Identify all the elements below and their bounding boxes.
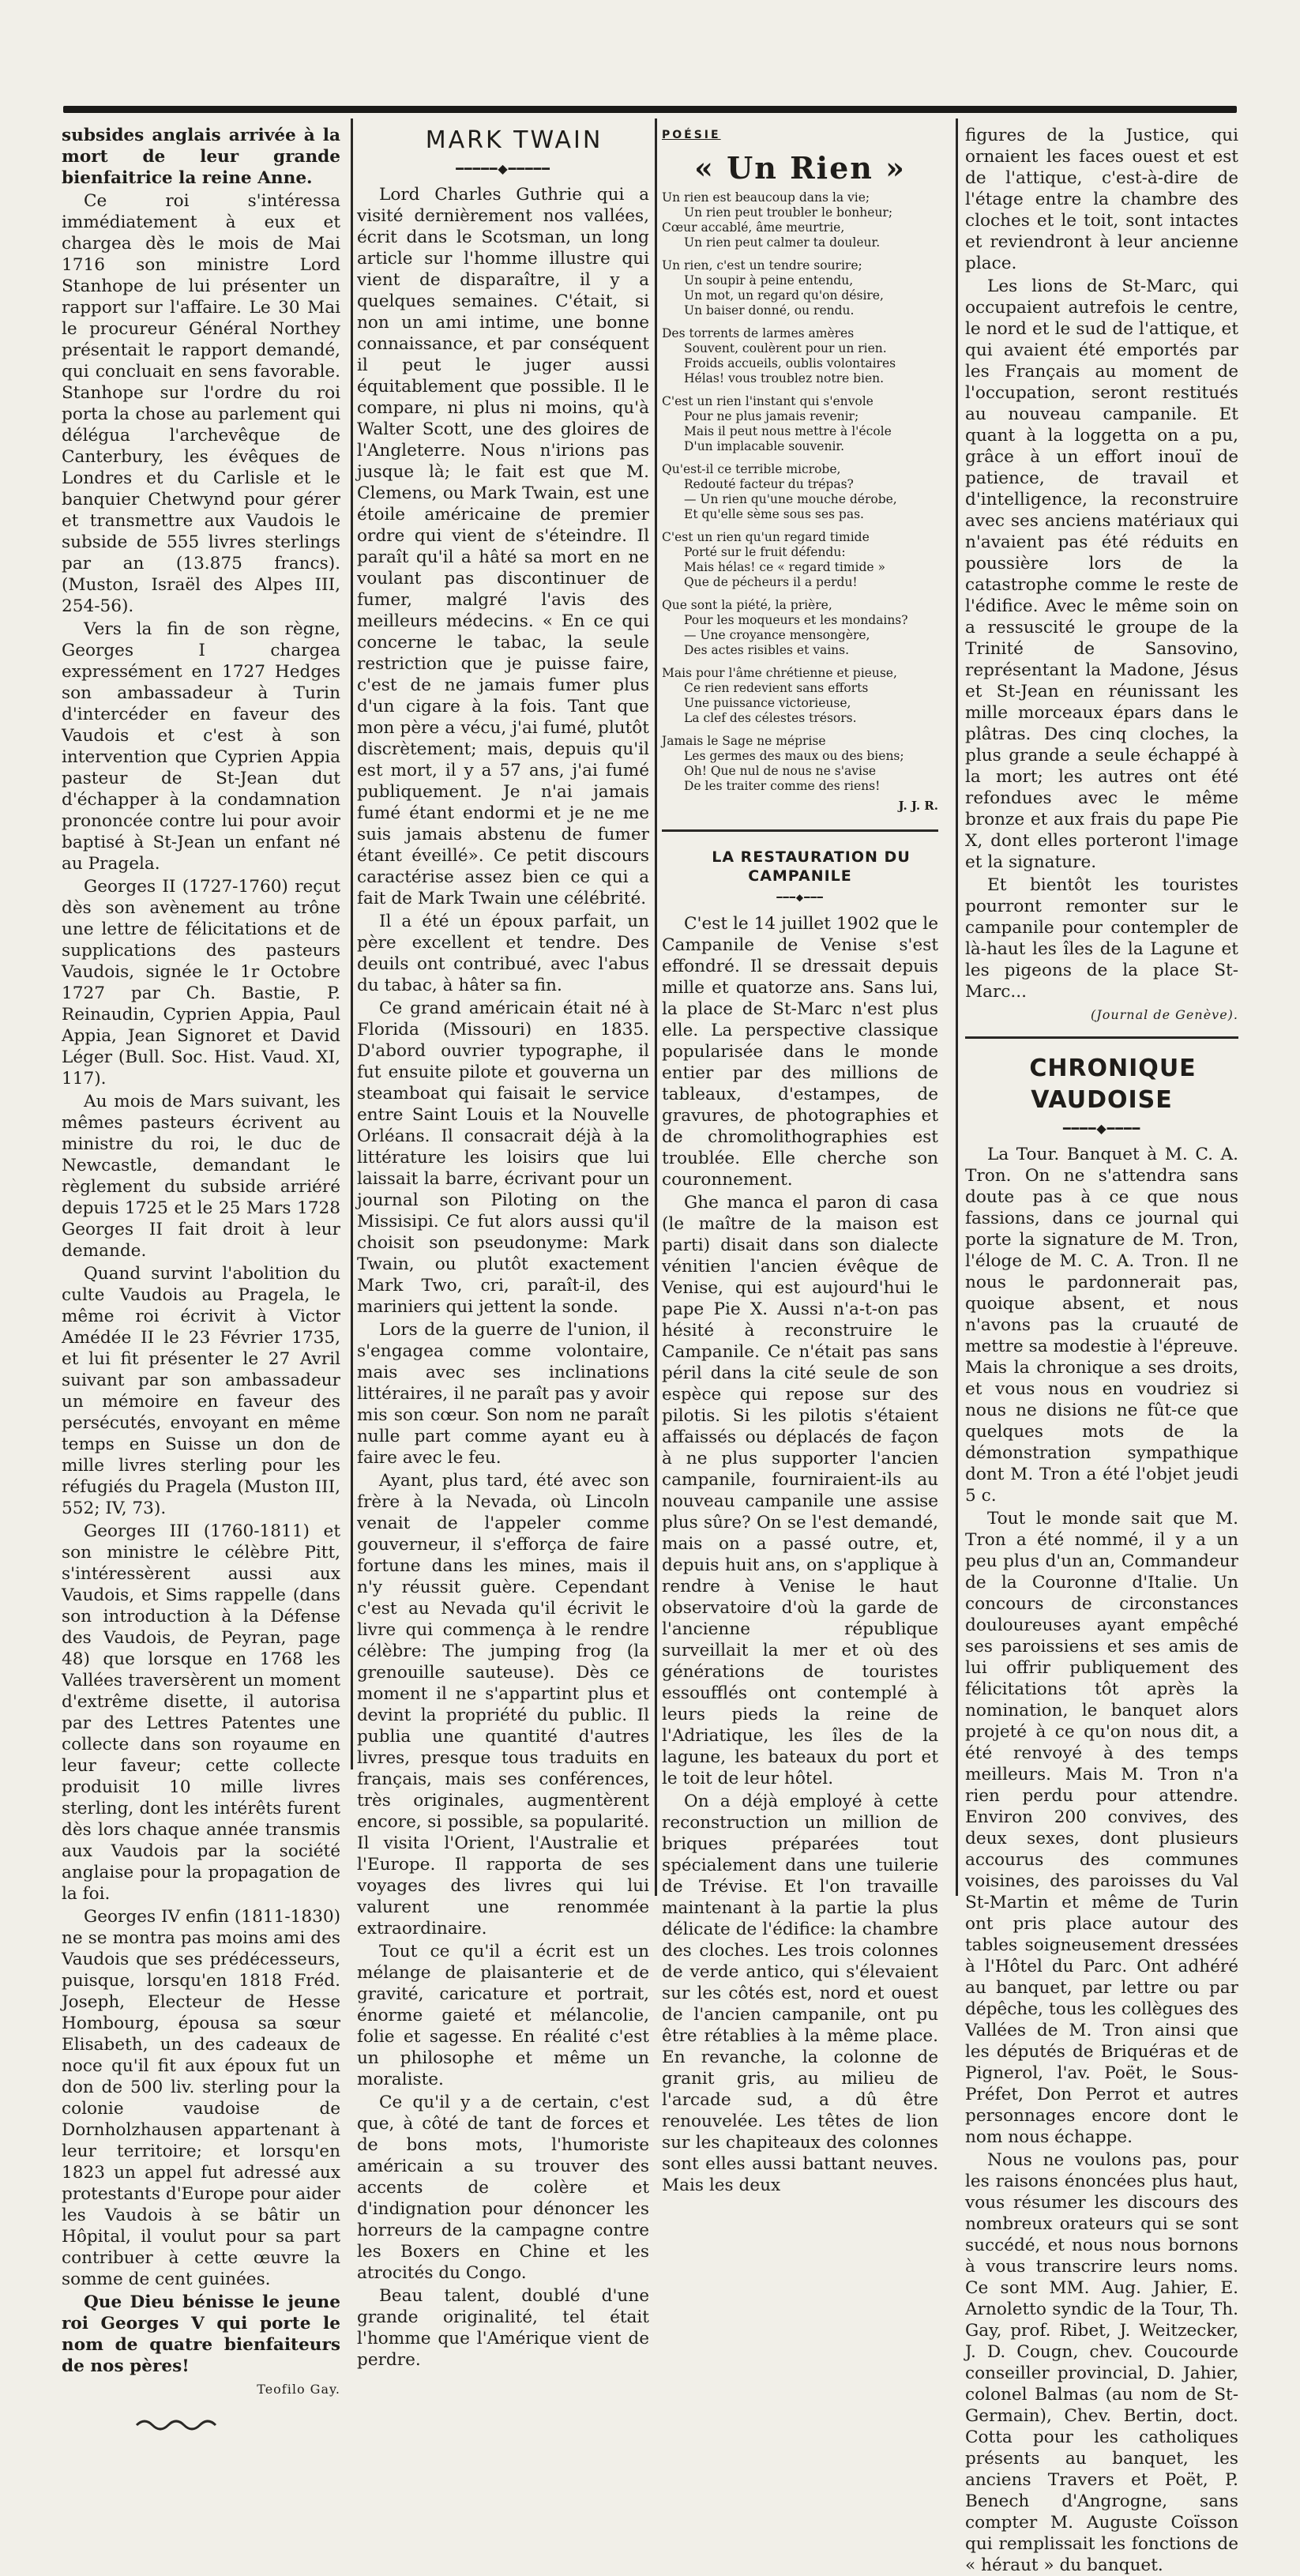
poem <box>662 190 938 794</box>
paragraph: Ce qu'il y a de certain, c'est que, à côté de tant de forces et de bons mots, l'humoriste américain a su trouver des accents de colère et d'indignation pour dénoncer les horreurs de la campagne contre les Boxers en Chine et les atrocités du Congo. <box>357 2093 649 2283</box>
poem-stanza <box>662 190 938 250</box>
paragraph: Les lions de St-Marc, qui occupaient autrefois le centre, le nord et le sud de l'attique, et qui avaient été emportés par les Français au moment de l'occupation, seront restitués au nouveau campanile. Et quant à la loggetta on a pu, grâce à un effort inouï de patience, de travail et d'intelligence, la reconstruire avec ses anciens matériaux qui n'avaient pas été réduits en poussière lors de la catastrophe comme le reste de l'édifice. Avec le même soin on a ressuscité le groupe de la Trinité de Sansovino, représentant la Madone, Jésus et St-Jean en réunissant les mille morceaux épars dans le plâtras. Des cinq cloches, la plus grande a seule échappé à la mort; les autres ont été refondues avec le même bronze et aux frais du pape Pie X, dont elles porteront l'image et la signature. <box>965 276 1238 872</box>
paragraph: C'est le 14 juillet 1902 que le Campanile de Venise s'est effondré. Il se dressait depuis mille et quatorze ans. Sans lui, la place de St-Marc n'est plus elle. La perspective classique popularisée dans le monde entier par des millions de tableaux, d'estampes, de gravures, de photographies et de chromolithographies est troublée. Elle cherche son couronnement. <box>662 914 938 1190</box>
column-1 <box>62 125 340 2397</box>
paragraph: Ce roi s'intéressa immédiatement à eux et chargea dès le mois de Mai 1716 son ministre Lord Stanhope de lui présenter un rapport sur l'affaire. Le 30 Mai le procureur Général Northey présentait le rapport demandé, qui concluait en sens favorable. Stanhope sur l'ordre du roi porta la chose au parlement qui délégua l'archevêque de Canterbury, les évêques de Londres et du Carlisle et le banquier Chetwynd pour gérer et transmettre aux Vaudois le subside de 555 livres sterlings par an (13.875 francs). (Muston, Israël des Alpes III, 254-56). <box>62 191 340 616</box>
paragraph: Tout le monde sait que M. Tron a été nommé, il y a un peu plus d'un an, Commandeur de la Couronne d'Italie. Un concours de circonstances douloureuses ayant empêché ses paroissiens et ses amis de lui offrir publiquement des félicitations tôt après la nomination, le banquet alors projeté à ce qu'on nous dit, a été renvoyé à des temps meilleurs. Mais M. Tron n'a rien perdu pour attendre. Environ 200 convives, des deux sexes, dont plusieurs accourus des communes voisines, des paroisses du Val St-Martin et même de Turin ont pris place autour des tables soigneusement dressées à l'Hôtel du Parc. Ont adhéré au banquet, par lettre ou par dépêche, tous les collègues des Vallées de M. Tron ainsi que les députés de Briquéras et de Pignerol, l'av. Poët, le Sous-Préfet, Don Perrot et autres personnages encore dont le nom nous échappe. <box>965 1509 1238 2147</box>
poem-stanza <box>662 598 938 658</box>
paragraph: Et bientôt les touristes pourront remonter sur le campanile pour contempler de là-haut les îles de la Lagune et les pigeons de la place St-Marc... <box>965 875 1238 1002</box>
paragraph: Georges II (1727-1760) reçut dès son avènement au trône une lettre de félicitations et de supplications des pasteurs Vaudois, signée le 1r Octobre 1727 par Ch. Bastie, P. Reinaudin, Cyprien Appia, Paul Appia, Jean Signoret et David Léger (Bull. Soc. Hist. Vaud. XI, 117). <box>62 877 340 1089</box>
poem-line: Un baiser donné, ou rendu. <box>684 303 855 318</box>
paragraph: La Tour. Banquet à M. C. A. Tron. On ne s'attendra sans doute pas à ce que nous fassions, dans ce journal qui porte la signature de M. Tron, l'éloge de M. C. A. Tron. Il ne nous le pardonnerait pas, quoique absent, et nous n'avons pas la cruauté de mettre sa modestie à l'épreuve. Mais la chronique a ses droits, et vous nous en voudriez si nous ne disions ne fût-ce que quelques mots de la démonstration sympathique dont M. Tron a été l'objet jeudi 5 c. <box>965 1145 1238 1506</box>
paragraph: Ce grand américain était né à Florida (Missouri) en 1835. D'abord ouvrier typographe, il fut ensuite pilote et gouverna un steamboat qui faisait le service entre Saint Louis et la Nouvelle Orléans. Il consacrait déjà à la littérature les loisirs que lui laissait la barre, écrivant pour un journal son Piloting on the Missisipi. Ce fut alors aussi qu'il choisit son pseudonyme: Mark Twain, ou plutôt exactement Mark Two, cri, paraît-il, des mariniers qui jettent la sonde. <box>357 998 649 1317</box>
author-signature: Teofilo Gay. <box>257 2382 340 2397</box>
poem-line: Froids accueils, oublis volontaires <box>684 356 896 370</box>
paragraph: Que Dieu bénisse le jeune roi Georges V qui porte le nom de quatre bienfaiteurs de nos pères! <box>62 2292 340 2376</box>
paragraph: Au mois de Mars suivant, les mêmes pasteurs écrivent au ministre du roi, le duc de Newcastle, demandant le règlement du subside arriéré depuis 1725 et le 25 Mars 1728 Georges II fait droit à leur demande. <box>62 1092 340 1261</box>
poem-stanza <box>662 666 938 726</box>
section-label: POÉSIE <box>662 129 721 141</box>
poem-line: Une puissance victorieuse, <box>684 696 851 710</box>
poem-line: — Un rien qu'une mouche dérobe, <box>684 492 897 506</box>
paragraph: Ayant, plus tard, été avec son frère à la Nevada, où Lincoln venait de l'appeler comme gouverneur, il s'efforça de faire fortune dans les mines, mais il n'y réussit guère. Cependant c'est au Nevada qu'il écrivit le livre qui commença à le rendre célèbre: The jumping frog (la grenouille sauteuse). Dès ce moment il ne s'appartint plus et devint la propriété du public. Il publia une quantité d'autres livres, presque tous traduits en français, mais ses conférences, très originales, augmentèrent encore, si possible, sa popularité. Il visita l'Orient, l'Australie et l'Europe. Il rapporta de ses voyages des livres qui lui valurent une renommée extraordinaire. <box>357 1471 649 1939</box>
header-rule <box>63 106 1237 113</box>
poem-line: Hélas! vous troublez notre bien. <box>684 371 885 385</box>
paragraph: Lord Charles Guthrie qui a visité dernièrement nos vallées, écrit dans le Scotsman, un long article sur l'homme illustre qui vient de disparaître, il y a quelques semaines. C'était, si non un ami intime, une bonne connaissance, et par conséquent il peut le juger aussi équitablement que possible. Il le compare, ni plus ni moins, qu'à Walter Scott, une des gloires de l'Angleterre. Nous n'irions pas jusque là; le fait est que M. Clemens, ou Mark Twain, est une étoile américaine de premier ordre qui vient de s'éteindre. Il paraît qu'il a hâté sa mort en ne voulant pas discontinuer de fumer, malgré l'avis des meilleurs médecins. « En ce qui concerne le tabac, la seule restriction que je puisse faire, c'est de ne jamais fumer plus d'un cigare à la fois. Tant que mon père a vécu, j'ai fumé, plutôt discrètement; mais, depuis qu'il est mort, il y a 57 ans, j'ai fumé publiquement. Je n'ai jamais fumé étant endormi et je ne me suis jamais abstenu de fumer étant éveillé». Ce petit discours caractérise assez bien ce qui a fait de Mark Twain une célébrité. <box>357 185 649 908</box>
poem-line: Mais pour l'âme chrétienne et pieuse, <box>662 666 897 680</box>
column-divider-2 <box>655 118 657 1896</box>
paragraph: Vers la fin de son règne, Georges I chargea expressément en 1727 Hedges son ambassadeur à Turin d'intercéder en faveur des Vaudois et c'est à son intervention que Cyprien Appia pasteur de St-Jean dut d'échapper à la condamnation prononcée contre lui pour avoir baptisé à St-Jean un enfant né au Pragela. <box>62 619 340 874</box>
poem-line: Un rien peut troubler le bonheur; <box>684 205 893 220</box>
poem-stanza <box>662 462 938 522</box>
poem-line: Les germes des maux ou des biens; <box>684 749 904 763</box>
article-title: LA RESTAURATION DU CAMPANILE <box>712 848 911 885</box>
source-credit: (Journal de Genève). <box>1091 1007 1238 1022</box>
poem-line: Un rien peut calmer ta douleur. <box>684 235 881 250</box>
poem-line: Un rien est beaucoup dans la vie; <box>662 190 870 205</box>
ornament-squiggle <box>133 2416 220 2431</box>
title-ornament: ━━━◆━━━ <box>776 892 824 903</box>
paragraph: Tout ce qu'il a écrit est un mélange de plaisanterie et de gravité, caricature et portrait, énorme gaieté et mélancolie, folie et sagesse. En réalité c'est un philosophe et même un moraliste. <box>357 1942 649 2089</box>
poem-line: De les traiter comme des riens! <box>684 779 881 793</box>
poem-line: Des torrents de larmes amères <box>662 326 855 340</box>
poem-line: Qu'est-il ce terrible microbe, <box>662 462 841 476</box>
poem-line: C'est un rien l'instant qui s'envole <box>662 394 874 408</box>
paragraph: Lors de la guerre de l'union, il s'engagea comme volontaire, mais avec ses inclinations littéraires, il ne paraît pas y avoir mis son cœur. Son nom ne paraît nulle part comme ayant eu à faire avec le feu. <box>357 1320 649 1468</box>
poem-line: Mais hélas! ce « regard timide » <box>684 560 885 574</box>
poem-line: Que de pécheurs il a perdu! <box>684 575 858 589</box>
column-3 <box>662 125 938 2195</box>
poem-line: Cœur accablé, âme meurtrie, <box>662 220 845 235</box>
poem-line: Pour les moqueurs et les mondains? <box>684 613 908 627</box>
title-ornament: ━━━━━◆━━━━━ <box>456 161 550 176</box>
poem-line: Que sont la piété, la prière, <box>662 598 832 612</box>
poem-line: Des actes risibles et vains. <box>684 643 850 657</box>
poem-line: Porté sur le fruit défendu: <box>684 545 846 559</box>
poem-line: C'est un rien qu'un regard timide <box>662 530 870 544</box>
poem-line: Un rien, c'est un tendre sourire; <box>662 258 862 273</box>
paragraph: Quand survint l'abolition du culte Vaudois au Pragela, le même roi écrivit à Victor Amédée II le 23 Février 1735, et lui fit présenter le 27 Avril suivant par son ambassadeur un mémoire en faveur des persécutés, envoyant en même temps en Suisse un don de mille livres sterling pour les réfugiés du Pragela (Muston III, 552; IV, 73). <box>62 1264 340 1518</box>
paragraph: Ghe manca el paron di casa (le maître de la maison est parti) disait dans son dialecte vénitien l'ancien évêque de Venise, qui est aujourd'hui le pape Pie X. Aussi n'a-t-on pas hésité à reconstruire le Campanile. Ce n'était pas sans péril dans la cité seule de son espèce qui repose sur des pilotis. Si les pilotis s'étaient affaissés ou déplacés de façon à ne plus supporter l'ancien campanile, fourniraient-ils au nouveau campanile une assise plus sûre? On se l'est demandé, mais on a passé outre, et, depuis huit ans, on s'applique à rendre à Venise le haut observatoire d'où la garde de l'ancienne république surveillait la mer et où des générations de touristes essoufflés ont contemplé à leurs pieds la reine de l'Adriatique, les îles de la lagune, les bateaux du port et le toit de leur hôtel. <box>662 1193 938 1788</box>
column-divider-3 <box>956 118 958 1896</box>
section-rule <box>662 829 938 832</box>
paragraph: figures de la Justice, qui ornaient les faces ouest et est de l'attique, c'est-à-dire de l'étage entre la chambre des cloches et le toit, sont intactes et reviendront à leur ancienne place. <box>965 126 1238 273</box>
title-ornament: ━━━━◆━━━━ <box>1062 1121 1141 1136</box>
poem-line: Mais il peut nous mettre à l'école <box>684 424 892 438</box>
poem-line: — Une croyance mensongère, <box>684 628 870 642</box>
paragraph: subsides anglais arrivée à la mort de leur grande bienfaitrice la reine Anne. <box>62 126 340 188</box>
poem-line: Ce rien redevient sans efforts <box>684 681 869 695</box>
paragraph: Il a été un époux parfait, un père excellent et tendre. Des deuils ont contribué, avec l'abus du tabac, à hâter sa fin. <box>357 912 649 995</box>
paragraph: On a déjà employé à cette reconstruction un million de briques préparées tout spécialement dans une tuilerie de Trévise. Et l'on travaille maintenant à la partie la plus délicate de l'édifice: la chambre des cloches. Les trois colonnes de verde antico, qui s'élevaient sur les côtés est, nord et ouest de l'ancien campanile, ont pu être rétablies à la même place. En revanche, la colonne de granit gris, au milieu de l'arcade sud, a dû être renouvelée. Les têtes de lion sur les chapiteaux des colonnes sont elles aussi battant neuves. Mais les deux <box>662 1792 938 2195</box>
poem-title: « Un Rien » <box>694 150 906 186</box>
poem-stanza <box>662 326 938 386</box>
section-title: CHRONIQUE VAUDOISE <box>1029 1055 1197 1114</box>
poem-line: Pour ne plus jamais revenir; <box>684 409 859 423</box>
article-title: MARK TWAIN <box>425 126 603 154</box>
poem-stanza <box>662 394 938 454</box>
poem-line: Un mot, un regard qu'on désire, <box>684 288 884 303</box>
poem-signature: J. J. R. <box>898 799 938 813</box>
column-divider-1 <box>351 118 353 1769</box>
poem-line: Un soupir à peine entendu, <box>684 273 854 288</box>
poem-stanza <box>662 734 938 794</box>
poem-line: Oh! Que nul de nous ne s'avise <box>684 764 877 778</box>
paragraph: Georges IV enfin (1811-1830) ne se montra pas moins ami des Vaudois que ses prédécesseurs, puisque, lorsqu'en 1818 Fréd. Joseph, Electeur de Hesse Hombourg, épousa sa sœur Elisabeth, un des cadeaux de noce qu'il fit aux époux fut un don de 500 liv. sterling pour la colonie vaudoise de Dornholzhausen appartenant à leur territoire; et lorsqu'en 1823 un appel fut adressé aux protestants d'Europe pour aider les Vaudois à se bâtir un Hôpital, il voulut pour sa part contribuer à cette œuvre la somme de cent guinées. <box>62 1907 340 2289</box>
section-rule <box>965 1036 1238 1039</box>
poem-line: La clef des célestes trésors. <box>684 711 857 725</box>
poem-line: Jamais le Sage ne méprise <box>662 734 826 748</box>
column-4 <box>965 125 1238 2575</box>
poem-line: Redouté facteur du trépas? <box>684 477 854 491</box>
paragraph: Beau talent, doublé d'une grande originalité, tel était l'homme que l'Amérique vient de perdre. <box>357 2286 649 2370</box>
paragraph: Nous ne voulons pas, pour les raisons énoncées plus haut, vous résumer les discours des nombreux orateurs qui se sont succédé, et nous nous bornons à vous transcrire leurs noms. Ce sont MM. Aug. Jahier, E. Arnoletto syndic de la Tour, Th. Gay, prof. Ribet, J. Weitzecker, J. D. Cougn, chev. Coucourde conseiller provincial, D. Jahier, colonel Balmas (au nom de St-Germain), Chev. Bertin, doct. Cotta pour les catholiques présents au banquet, les anciens Travers et Poët, P. Benech d'Angrogne, sans compter M. Auguste Coïsson qui remplissait les fonctions de « héraut » du banquet. <box>965 2150 1238 2575</box>
poem-line: Et qu'elle sème sous ses pas. <box>684 507 864 521</box>
poem-stanza <box>662 258 938 318</box>
column-2 <box>357 125 649 2370</box>
poem-line: D'un implacable souvenir. <box>684 439 845 453</box>
paragraph: Georges III (1760-1811) et son ministre le célèbre Pitt, s'intéressèrent aussi aux Vaudois, et Sims rappelle (dans son introduction à la Défense des Vaudois, de Peyran, page 48) que lorsque en 1768 les Vallées traversèrent un moment d'extrême disette, il autorisa par des Lettres Patentes une collecte dans son royaume en leur faveur; cette collecte produisit 10 mille livres sterling, dont les intérêts furent dès lors chaque année transmis aux Vaudois par la société anglaise pour la propagation de la foi. <box>62 1521 340 1904</box>
poem-stanza <box>662 530 938 590</box>
poem-line: Souvent, coulèrent pour un rien. <box>684 341 887 355</box>
